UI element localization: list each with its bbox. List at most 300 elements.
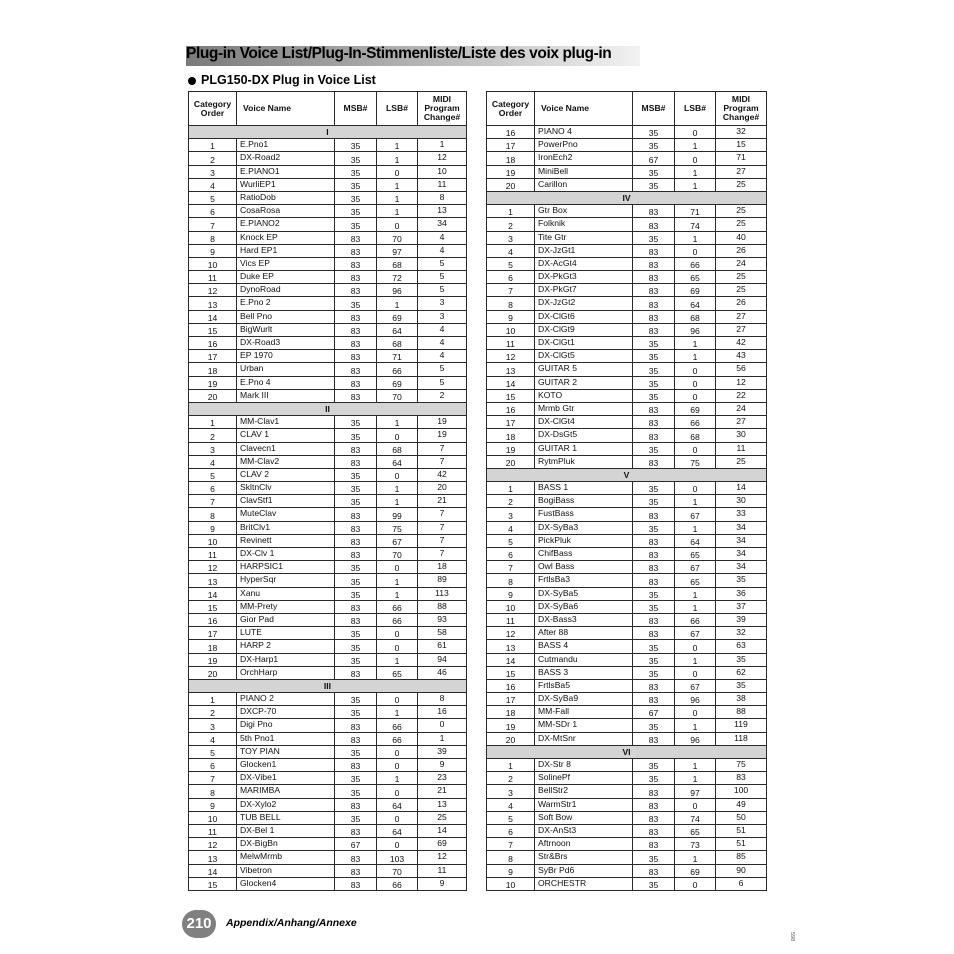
voice-row	[487, 653, 767, 666]
cell-msb: 83	[633, 271, 675, 284]
cell-msb: 35	[633, 495, 675, 508]
cell-msb: 35	[335, 785, 377, 798]
cell-voice-name: Cutmandu	[535, 653, 633, 666]
cell-program-change: 25	[716, 284, 767, 297]
cell-voice-name: DX-Bel 1	[237, 824, 335, 837]
cell-lsb: 1	[377, 139, 418, 152]
voice-row	[487, 284, 767, 297]
voice-row	[487, 666, 767, 679]
cell-voice-name: DX-AcGt4	[535, 257, 633, 270]
cell-msb: 35	[633, 666, 675, 679]
cell-lsb: 1	[377, 205, 418, 218]
category-section-label: I	[189, 126, 467, 139]
cell-category-order: 14	[189, 310, 237, 323]
cell-program-change: 16	[418, 706, 467, 719]
cell-msb: 83	[633, 534, 675, 547]
cell-msb: 35	[335, 482, 377, 495]
voice-row	[189, 745, 467, 758]
cell-lsb: 1	[675, 231, 716, 244]
cell-voice-name: MM-SDr 1	[535, 719, 633, 732]
cell-lsb: 0	[377, 811, 418, 824]
voice-table-right-body	[487, 126, 767, 891]
cell-lsb: 64	[377, 323, 418, 336]
cell-voice-name: MelwMrmb	[237, 851, 335, 864]
voice-row	[487, 732, 767, 745]
cell-program-change: 32	[716, 627, 767, 640]
cell-category-order: 2	[487, 772, 535, 785]
voice-row	[487, 231, 767, 244]
cell-msb: 35	[335, 574, 377, 587]
cell-category-order: 10	[189, 257, 237, 270]
page-number-badge: 210	[182, 910, 216, 938]
cell-msb: 83	[335, 455, 377, 468]
cell-program-change: 0	[418, 719, 467, 732]
cell-lsb: 65	[675, 271, 716, 284]
voice-table-right	[486, 91, 767, 891]
cell-msb: 35	[633, 719, 675, 732]
cell-lsb: 1	[377, 297, 418, 310]
voice-row	[487, 627, 767, 640]
cell-category-order: 19	[189, 376, 237, 389]
cell-msb: 35	[335, 218, 377, 231]
header-category: Category Order	[487, 92, 535, 126]
voice-row	[189, 482, 467, 495]
category-section-row	[487, 745, 767, 758]
cell-category-order: 4	[487, 798, 535, 811]
cell-category-order: 6	[487, 271, 535, 284]
voice-row	[487, 877, 767, 890]
category-section-label: IV	[487, 191, 767, 204]
cell-lsb: 0	[675, 666, 716, 679]
cell-lsb: 72	[377, 271, 418, 284]
voice-row	[487, 271, 767, 284]
cell-lsb: 1	[675, 587, 716, 600]
voice-row	[189, 732, 467, 745]
voice-row	[189, 772, 467, 785]
cell-category-order: 5	[487, 534, 535, 547]
page-title: Plug-in Voice List/Plug-In-Stimmenliste/Liste des voix plug-in	[186, 45, 612, 62]
cell-voice-name: Owl Bass	[535, 561, 633, 574]
cell-program-change: 5	[418, 363, 467, 376]
voice-row	[487, 693, 767, 706]
header-lsb: LSB#	[377, 92, 418, 126]
cell-lsb: 0	[675, 442, 716, 455]
cell-voice-name: DX-JzGt1	[535, 244, 633, 257]
cell-program-change: 42	[418, 468, 467, 481]
cell-lsb: 1	[675, 521, 716, 534]
cell-category-order: 2	[487, 495, 535, 508]
cell-lsb: 66	[377, 719, 418, 732]
cell-lsb: 67	[675, 561, 716, 574]
cell-msb: 83	[335, 442, 377, 455]
cell-msb: 83	[633, 785, 675, 798]
cell-voice-name: DX-MtSnr	[535, 732, 633, 745]
voice-row	[487, 402, 767, 415]
cell-program-change: 9	[418, 877, 467, 890]
cell-category-order: 6	[487, 824, 535, 837]
cell-voice-name: Bell Pno	[237, 310, 335, 323]
cell-lsb: 74	[675, 811, 716, 824]
cell-lsb: 1	[675, 653, 716, 666]
cell-category-order: 16	[487, 402, 535, 415]
cell-msb: 35	[335, 429, 377, 442]
cell-msb: 83	[335, 851, 377, 864]
cell-voice-name: DX-PkGt3	[535, 271, 633, 284]
bullet-icon	[188, 77, 196, 85]
side-code: 598	[789, 932, 795, 942]
cell-voice-name: Hard EP1	[237, 244, 335, 257]
cell-program-change: 12	[418, 851, 467, 864]
cell-msb: 83	[335, 877, 377, 890]
cell-program-change: 38	[716, 693, 767, 706]
cell-voice-name: PIANO 2	[237, 693, 335, 706]
cell-category-order: 7	[189, 495, 237, 508]
cell-category-order: 4	[189, 178, 237, 191]
cell-voice-name: DX-ClGt4	[535, 416, 633, 429]
cell-voice-name: Urban	[237, 363, 335, 376]
voice-row	[189, 613, 467, 626]
cell-msb: 35	[633, 363, 675, 376]
cell-voice-name: GUITAR 1	[535, 442, 633, 455]
cell-msb: 35	[335, 587, 377, 600]
cell-voice-name: DX-ClGt9	[535, 323, 633, 336]
cell-voice-name: Xanu	[237, 587, 335, 600]
voice-row	[487, 376, 767, 389]
cell-voice-name: Gior Pad	[237, 613, 335, 626]
voice-row	[487, 337, 767, 350]
cell-voice-name: Tite Gtr	[535, 231, 633, 244]
cell-program-change: 71	[716, 152, 767, 165]
cell-category-order: 16	[487, 679, 535, 692]
cell-voice-name: FustBass	[535, 508, 633, 521]
cell-lsb: 96	[377, 284, 418, 297]
cell-msb: 83	[335, 350, 377, 363]
cell-program-change: 5	[418, 284, 467, 297]
cell-program-change: 93	[418, 613, 467, 626]
voice-row	[189, 587, 467, 600]
cell-program-change: 50	[716, 811, 767, 824]
category-section-label: V	[487, 468, 767, 481]
cell-category-order: 13	[487, 363, 535, 376]
cell-voice-name: RatioDob	[237, 191, 335, 204]
cell-program-change: 4	[418, 231, 467, 244]
cell-category-order: 5	[189, 745, 237, 758]
voice-row	[487, 798, 767, 811]
cell-msb: 83	[335, 613, 377, 626]
cell-msb: 83	[633, 297, 675, 310]
cell-program-change: 11	[418, 864, 467, 877]
cell-voice-name: HARPSIC1	[237, 561, 335, 574]
cell-msb: 83	[633, 416, 675, 429]
cell-voice-name: DX-SyBa5	[535, 587, 633, 600]
voice-row	[487, 178, 767, 191]
cell-category-order: 5	[189, 191, 237, 204]
cell-category-order: 18	[487, 152, 535, 165]
cell-msb: 83	[633, 613, 675, 626]
cell-msb: 83	[335, 600, 377, 613]
category-section-row	[487, 191, 767, 204]
cell-msb: 35	[335, 191, 377, 204]
voice-row	[487, 244, 767, 257]
cell-voice-name: Vics EP	[237, 257, 335, 270]
cell-program-change: 8	[418, 693, 467, 706]
cell-lsb: 0	[675, 389, 716, 402]
voice-row	[189, 389, 467, 402]
cell-msb: 83	[335, 284, 377, 297]
voice-row	[487, 811, 767, 824]
cell-voice-name: DX-Road2	[237, 152, 335, 165]
cell-category-order: 3	[189, 442, 237, 455]
cell-msb: 83	[335, 244, 377, 257]
cell-category-order: 5	[487, 811, 535, 824]
cell-program-change: 30	[716, 429, 767, 442]
cell-msb: 35	[335, 416, 377, 429]
cell-msb: 83	[633, 323, 675, 336]
cell-program-change: 27	[716, 323, 767, 336]
cell-voice-name: After 88	[535, 627, 633, 640]
cell-category-order: 18	[487, 706, 535, 719]
voice-table-left-body	[189, 126, 467, 891]
cell-program-change: 35	[716, 679, 767, 692]
cell-msb: 83	[335, 864, 377, 877]
cell-lsb: 1	[675, 600, 716, 613]
cell-program-change: 35	[716, 653, 767, 666]
voice-row	[189, 191, 467, 204]
cell-voice-name: MM-Clav1	[237, 416, 335, 429]
cell-lsb: 1	[377, 653, 418, 666]
voice-row	[487, 218, 767, 231]
voice-row	[189, 693, 467, 706]
cell-lsb: 1	[377, 416, 418, 429]
cell-program-change: 119	[716, 719, 767, 732]
voice-row	[189, 574, 467, 587]
cell-voice-name: SyBr Pd6	[535, 864, 633, 877]
cell-program-change: 5	[418, 257, 467, 270]
cell-program-change: 26	[716, 297, 767, 310]
cell-voice-name: ClavStf1	[237, 495, 335, 508]
voice-row	[189, 468, 467, 481]
voice-row	[487, 534, 767, 547]
cell-category-order: 6	[189, 205, 237, 218]
cell-msb: 35	[633, 772, 675, 785]
cell-voice-name: Aftrnoon	[535, 838, 633, 851]
voice-row	[189, 600, 467, 613]
header-program-change: MIDI Program Change#	[716, 92, 767, 126]
cell-msb: 67	[335, 838, 377, 851]
cell-program-change: 25	[716, 205, 767, 218]
voice-row	[487, 838, 767, 851]
voice-row	[189, 851, 467, 864]
cell-voice-name: PIANO 4	[535, 126, 633, 139]
cell-lsb: 1	[377, 152, 418, 165]
cell-category-order: 20	[487, 732, 535, 745]
cell-category-order: 7	[487, 284, 535, 297]
cell-voice-name: MuteClav	[237, 508, 335, 521]
cell-lsb: 0	[377, 165, 418, 178]
cell-program-change: 34	[716, 548, 767, 561]
cell-lsb: 66	[377, 363, 418, 376]
cell-category-order: 6	[189, 759, 237, 772]
cell-lsb: 1	[675, 772, 716, 785]
cell-lsb: 0	[377, 429, 418, 442]
cell-voice-name: DX-Road3	[237, 337, 335, 350]
cell-lsb: 0	[377, 693, 418, 706]
voice-row	[487, 772, 767, 785]
cell-category-order: 2	[487, 218, 535, 231]
cell-lsb: 67	[377, 534, 418, 547]
cell-program-change: 118	[716, 732, 767, 745]
cell-category-order: 10	[487, 877, 535, 890]
voice-row	[189, 244, 467, 257]
cell-category-order: 14	[189, 587, 237, 600]
cell-msb: 35	[633, 640, 675, 653]
cell-lsb: 69	[675, 284, 716, 297]
voice-row	[487, 139, 767, 152]
voice-row	[487, 482, 767, 495]
cell-lsb: 66	[675, 416, 716, 429]
cell-program-change: 10	[418, 165, 467, 178]
cell-category-order: 19	[487, 719, 535, 732]
cell-voice-name: Str&Brs	[535, 851, 633, 864]
cell-category-order: 12	[189, 284, 237, 297]
cell-category-order: 12	[487, 350, 535, 363]
voice-row	[189, 548, 467, 561]
cell-msb: 83	[335, 389, 377, 402]
cell-voice-name: PickPluk	[535, 534, 633, 547]
cell-msb: 83	[633, 310, 675, 323]
cell-category-order: 15	[189, 877, 237, 890]
cell-msb: 35	[335, 706, 377, 719]
header-lsb: LSB#	[675, 92, 716, 126]
cell-lsb: 1	[377, 574, 418, 587]
cell-category-order: 15	[189, 323, 237, 336]
cell-msb: 83	[633, 574, 675, 587]
cell-msb: 35	[335, 653, 377, 666]
cell-voice-name: DX-JzGt2	[535, 297, 633, 310]
cell-lsb: 99	[377, 508, 418, 521]
cell-voice-name: DX-SyBa6	[535, 600, 633, 613]
cell-lsb: 0	[377, 218, 418, 231]
cell-category-order: 7	[487, 838, 535, 851]
cell-program-change: 25	[716, 455, 767, 468]
cell-voice-name: Glocken1	[237, 759, 335, 772]
category-section-row	[189, 679, 467, 692]
voice-row	[487, 521, 767, 534]
cell-lsb: 1	[675, 139, 716, 152]
cell-lsb: 73	[675, 838, 716, 851]
cell-program-change: 113	[418, 587, 467, 600]
cell-lsb: 1	[377, 191, 418, 204]
section-heading: PLG150-DX Plug in Voice List	[201, 73, 376, 87]
cell-voice-name: Clavecn1	[237, 442, 335, 455]
cell-lsb: 1	[377, 587, 418, 600]
cell-voice-name: HyperSqr	[237, 574, 335, 587]
cell-voice-name: SolinePf	[535, 772, 633, 785]
cell-lsb: 67	[675, 508, 716, 521]
cell-category-order: 3	[487, 508, 535, 521]
cell-category-order: 11	[189, 824, 237, 837]
cell-voice-name: Soft Bow	[535, 811, 633, 824]
cell-voice-name: KOTO	[535, 389, 633, 402]
cell-category-order: 10	[189, 811, 237, 824]
footer-label: Appendix/Anhang/Annexe	[226, 917, 357, 929]
cell-msb: 35	[633, 139, 675, 152]
cell-program-change: 56	[716, 363, 767, 376]
cell-msb: 83	[633, 455, 675, 468]
cell-msb: 35	[335, 627, 377, 640]
cell-voice-name: MM-Fall	[535, 706, 633, 719]
voice-row	[487, 416, 767, 429]
cell-category-order: 4	[487, 521, 535, 534]
cell-msb: 83	[335, 759, 377, 772]
cell-voice-name: BASS 4	[535, 640, 633, 653]
cell-program-change: 14	[716, 482, 767, 495]
cell-lsb: 1	[675, 165, 716, 178]
cell-category-order: 17	[189, 350, 237, 363]
cell-program-change: 58	[418, 627, 467, 640]
cell-msb: 83	[633, 284, 675, 297]
cell-msb: 83	[633, 864, 675, 877]
cell-program-change: 7	[418, 442, 467, 455]
cell-msb: 35	[335, 772, 377, 785]
cell-voice-name: DXCP-70	[237, 706, 335, 719]
cell-category-order: 1	[487, 482, 535, 495]
cell-lsb: 69	[377, 376, 418, 389]
voice-row	[487, 864, 767, 877]
cell-program-change: 20	[418, 482, 467, 495]
cell-msb: 67	[633, 706, 675, 719]
cell-lsb: 68	[675, 310, 716, 323]
voice-row	[189, 218, 467, 231]
voice-table-left	[188, 91, 467, 891]
cell-lsb: 96	[675, 323, 716, 336]
cell-voice-name: DX-Str 8	[535, 759, 633, 772]
cell-voice-name: Glocken4	[237, 877, 335, 890]
cell-msb: 35	[335, 693, 377, 706]
cell-category-order: 13	[189, 851, 237, 864]
cell-program-change: 4	[418, 350, 467, 363]
cell-lsb: 70	[377, 548, 418, 561]
voice-row	[487, 600, 767, 613]
cell-lsb: 0	[675, 640, 716, 653]
cell-category-order: 5	[189, 468, 237, 481]
cell-program-change: 18	[418, 561, 467, 574]
cell-program-change: 24	[716, 402, 767, 415]
voice-row	[189, 257, 467, 270]
cell-category-order: 16	[189, 613, 237, 626]
cell-program-change: 30	[716, 495, 767, 508]
voice-row	[189, 785, 467, 798]
cell-category-order: 17	[189, 627, 237, 640]
cell-program-change: 11	[418, 178, 467, 191]
cell-lsb: 69	[675, 402, 716, 415]
voice-row	[487, 257, 767, 270]
cell-msb: 83	[633, 838, 675, 851]
cell-program-change: 35	[716, 574, 767, 587]
cell-category-order: 14	[189, 864, 237, 877]
cell-msb: 35	[335, 640, 377, 653]
cell-voice-name: Vibetron	[237, 864, 335, 877]
header-msb: MSB#	[335, 92, 377, 126]
cell-program-change: 13	[418, 798, 467, 811]
cell-msb: 83	[335, 271, 377, 284]
cell-lsb: 71	[377, 350, 418, 363]
cell-lsb: 66	[675, 257, 716, 270]
cell-program-change: 46	[418, 666, 467, 679]
cell-voice-name: BASS 1	[535, 482, 633, 495]
cell-msb: 35	[633, 350, 675, 363]
voice-row	[487, 152, 767, 165]
